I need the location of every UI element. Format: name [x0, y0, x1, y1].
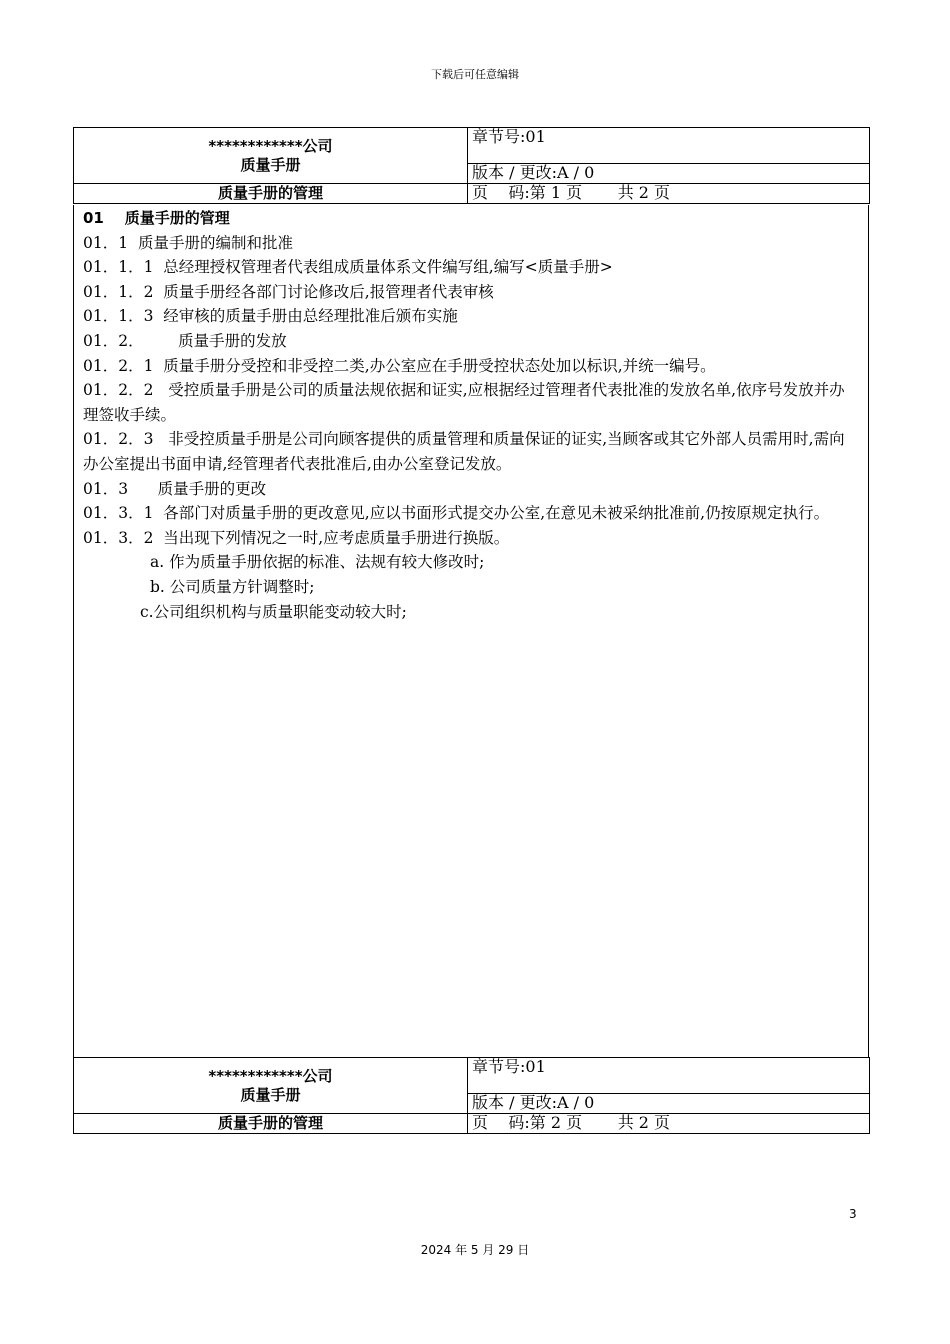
- header-note: 下载后可任意编辑: [431, 68, 519, 81]
- list-item-a: a. 作为质量手册依据的标准、法规有较大修改时;: [150, 553, 485, 572]
- manual-name: 质量手册: [240, 155, 301, 174]
- clause-line: 01．1．1 总经理授权管理者代表组成质量体系文件编写组,编写<质量手册>: [83, 258, 613, 277]
- section-title: 质量手册的管理: [74, 1114, 468, 1134]
- section-title: 质量手册的管理: [74, 184, 468, 204]
- clause-line: 01．1 质量手册的编制和批准: [83, 233, 293, 252]
- page-number: 3: [849, 1207, 857, 1221]
- document-body: [83, 206, 859, 624]
- clause-line: 01．2．2 受控质量手册是公司的质量法规依据和证实,应根据经过管理者代表批准的发放名单,依序号发放并办理签收手续。: [83, 381, 845, 424]
- chapter-number: 章节号:01: [468, 128, 870, 164]
- clause-line: 01．1．2 质量手册经各部门讨论修改后,报管理者代表审核: [83, 282, 494, 301]
- list-item-c: c.公司组织机构与质量职能变动较大时;: [140, 602, 407, 621]
- footer-date: 2024 年 5 月 29 日: [420, 1243, 530, 1257]
- page-info: 页 码:第 1 页 共 2 页: [468, 184, 870, 204]
- version-info: 版本 / 更改:A / 0: [468, 1094, 870, 1114]
- manual-name: 质量手册: [240, 1085, 301, 1104]
- clause-line: 01．2．3 非受控质量手册是公司向顾客提供的质量管理和质量保证的证实,当顾客或其它外部人员需用时,需向办公室提出书面申请,经管理者代表批准后,由办公室登记发放。: [83, 430, 845, 473]
- version-info: 版本 / 更改:A / 0: [468, 164, 870, 184]
- page-info: 页 码:第 2 页 共 2 页: [468, 1114, 870, 1134]
- company-name: ************公司: [208, 1066, 333, 1085]
- clause-line: 01．3 质量手册的更改: [83, 479, 267, 498]
- section-heading: 01 质量手册的管理: [83, 209, 230, 227]
- chapter-number: 章节号:01: [468, 1058, 870, 1094]
- company-cell: [74, 1058, 468, 1114]
- list-item-b: b. 公司质量方针调整时;: [150, 577, 315, 596]
- clause-line: 01．2．1 质量手册分受控和非受控二类,办公室应在手册受控状态处加以标识,并统一编号。: [83, 356, 716, 375]
- company-name: ************公司: [208, 136, 333, 155]
- clause-line: 01．1．3 经审核的质量手册由总经理批准后颁布实施: [83, 307, 458, 326]
- clause-line: 01．2． 质量手册的发放: [83, 331, 287, 350]
- document-footer-table: [73, 1057, 870, 1134]
- clause-line: 01．3．2 当出现下列情况之一时,应考虑质量手册进行换版。: [83, 528, 510, 547]
- clause-line: 01．3．1 各部门对质量手册的更改意见,应以书面形式提交办公室,在意见未被采纳批准前,仍按原规定执行。: [83, 504, 830, 523]
- company-cell: [74, 128, 468, 184]
- document-header-table: [73, 127, 870, 204]
